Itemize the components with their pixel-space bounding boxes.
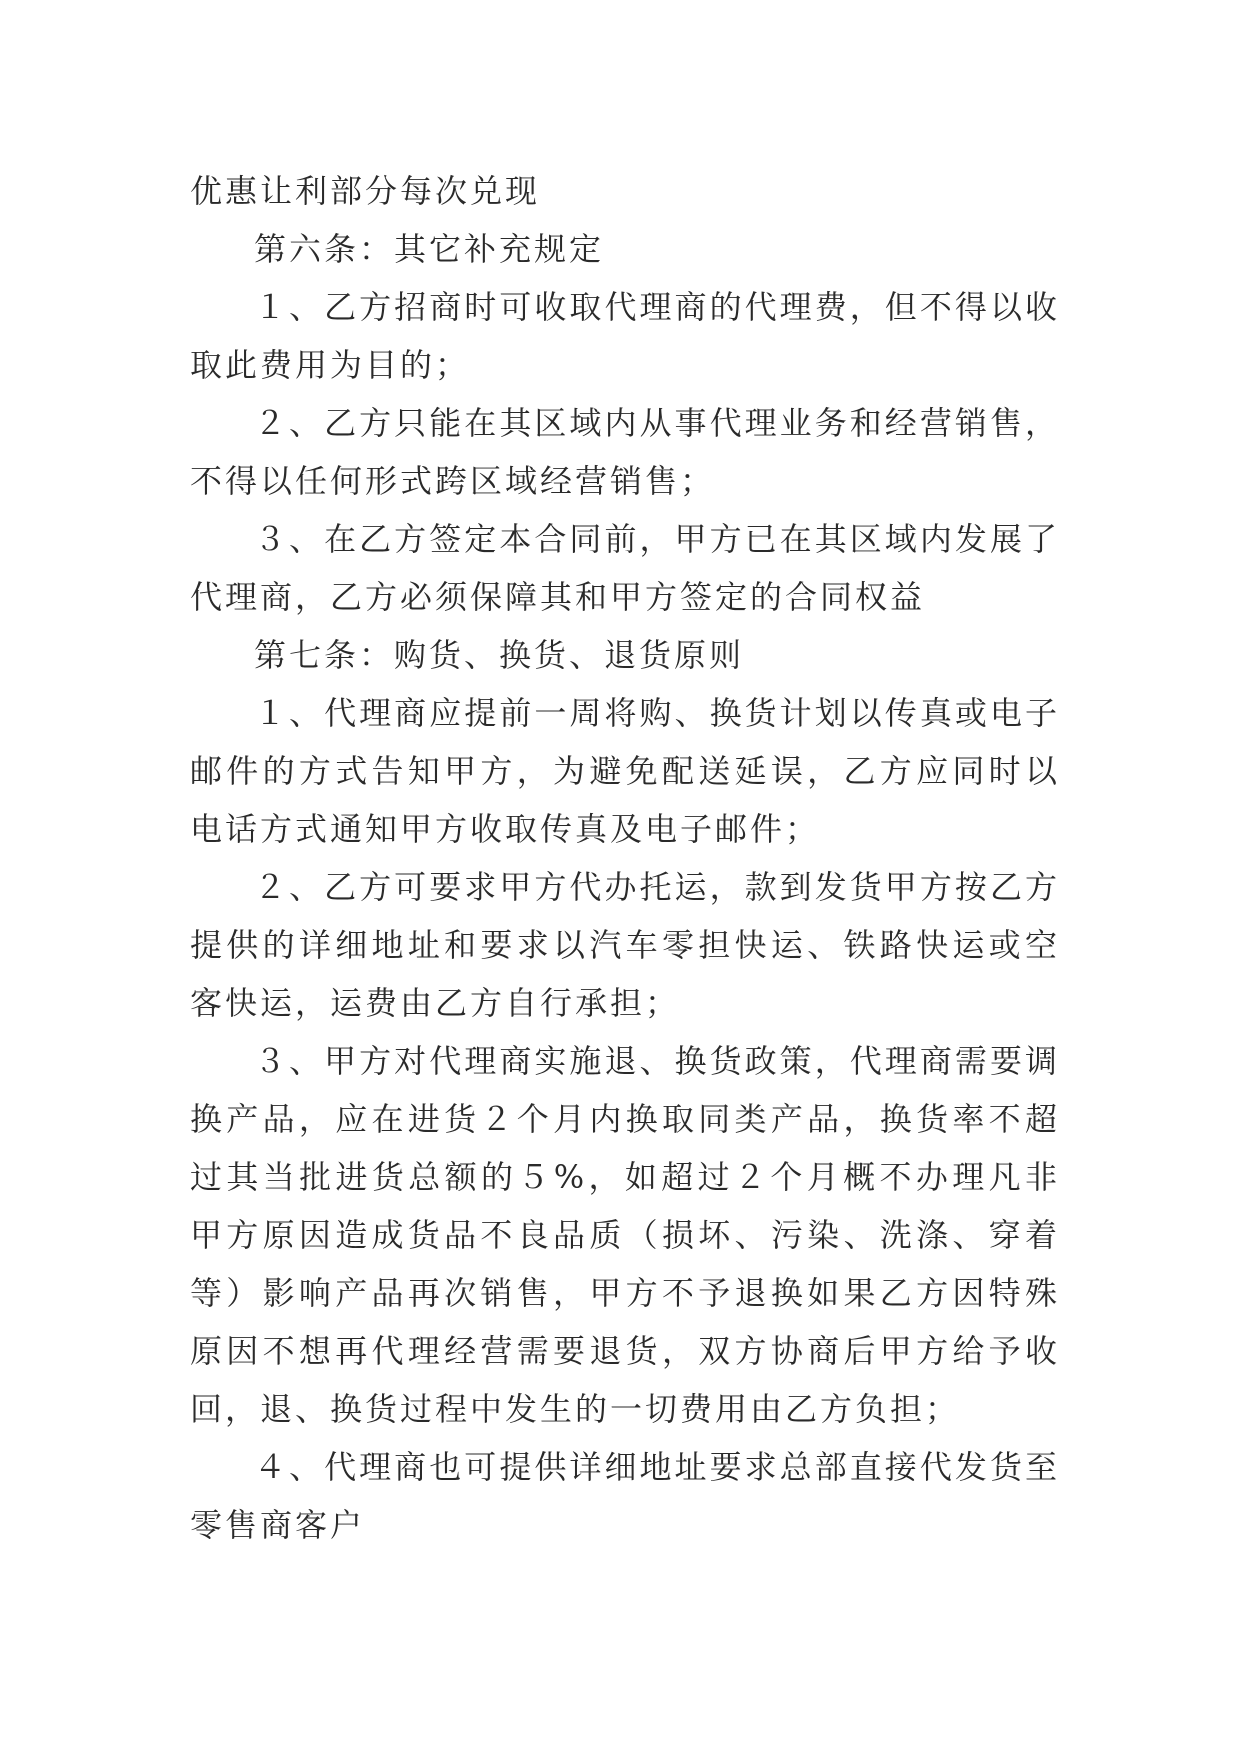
paragraph-1: 优惠让利部分每次兑现 bbox=[190, 172, 541, 210]
clause-6-1: １、乙方招商时可收取代理商的代理费，但不得以收取此费用为目的； bbox=[190, 288, 1060, 384]
clause-6-3: ３、在乙方签定本合同前，甲方已在其区域内发展了代理商，乙方必须保障其和甲方签定的合同权益 bbox=[190, 520, 1060, 616]
clause-7-4: ４、代理商也可提供详细地址要求总部直接代发货至零售商客户 bbox=[190, 1448, 1060, 1544]
clause-7-3: ３、甲方对代理商实施退、换货政策，代理商需要调换产品，应在进货２个月内换取同类产品，换货率不超过其当批进货总额的５%，如超过２个月概不办理凡非甲方原因造成货品不良品质（损坏、污染、洗涤、穿着等）影响产品再次销售，甲方不予退换如果乙方因特殊原因不想再代理经营需要退货，双方协商后甲方给予收回，退、换货过程中发生的一切费用由乙方负担； bbox=[190, 1042, 1060, 1428]
document-body bbox=[190, 162, 1060, 1554]
clause-7-2: ２、乙方可要求甲方代办托运，款到发货甲方按乙方提供的详细地址和要求以汽车零担快运、铁路快运或空客快运，运费由乙方自行承担； bbox=[190, 868, 1060, 1022]
section-heading-article-7: 第七条：购货、换货、退货原则 bbox=[254, 636, 745, 674]
clause-6-2: ２、乙方只能在其区域内从事代理业务和经营销售，不得以任何形式跨区域经营销售； bbox=[190, 404, 1060, 500]
clause-7-1: １、代理商应提前一周将购、换货计划以传真或电子邮件的方式告知甲方，为避免配送延误，乙方应同时以电话方式通知甲方收取传真及电子邮件； bbox=[190, 694, 1060, 848]
section-heading-article-6: 第六条：其它补充规定 bbox=[254, 230, 605, 268]
